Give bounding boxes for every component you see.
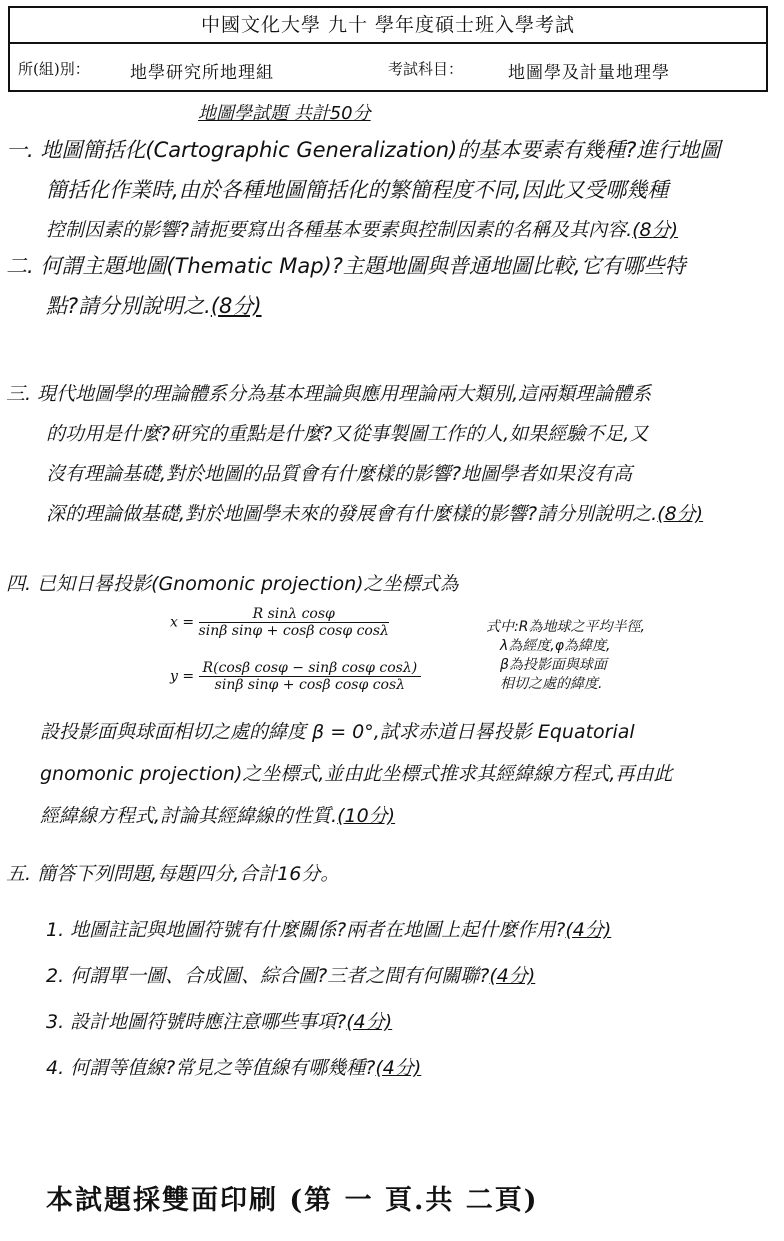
formula-y-numerator: R(cosβ cosφ − sinβ cosφ cosλ) (199, 660, 422, 677)
section-heading: 地圖學試題 共計50分 (198, 103, 371, 124)
question-number: 四. (6, 573, 32, 595)
department-label: 所(組)別： (18, 60, 90, 78)
sub-question-2 (46, 962, 535, 990)
question-line: 控制因素的影響?請扼要寫出各種基本要素與控制因素的名稱及其內容. (46, 219, 633, 241)
question-number: 五. (6, 863, 32, 885)
formula-x (170, 606, 389, 639)
question-4-body (40, 718, 780, 830)
note-line: 相切之處的緯度. (500, 676, 603, 692)
sub-question-text: 1. 地圖註記與地圖符號有什麼關係?兩者在地圖上起什麼作用? (46, 919, 566, 941)
points-label: (10分) (337, 805, 396, 827)
formula-x-denominator: sinβ sinφ + cosβ cosφ cosλ (198, 623, 389, 639)
subject-label: 考試科目： (388, 60, 464, 78)
points-label: (4分) (375, 1057, 422, 1079)
question-line: 何謂主題地圖(Thematic Map)?主題地圖與普通地圖比較,它有哪些特 (40, 254, 686, 278)
formula-y (170, 660, 421, 693)
question-4 (6, 570, 776, 598)
sub-question-3 (46, 1008, 392, 1036)
subject-value: 地圖學及計量地理學 (508, 63, 670, 83)
points-label: (4分) (346, 1011, 393, 1033)
points-label: (8分) (210, 294, 262, 318)
question-line: 的功用是什麼?研究的重點是什麼?又從事製圖工作的人,如果經驗不足,又 (46, 423, 649, 445)
points-label: (4分) (565, 919, 612, 941)
question-3 (6, 380, 776, 528)
sub-question-text: 2. 何謂單一圖、合成圖、綜合圖?三者之間有何關聯? (46, 965, 490, 987)
formula-y-denominator: sinβ sinφ + cosβ cosφ cosλ (214, 677, 406, 693)
question-1 (6, 136, 776, 244)
header-divider (8, 42, 768, 44)
formula-x-numerator: R sinλ cosφ (199, 606, 389, 623)
question-line: 經緯線方程式,討論其經緯線的性質. (40, 805, 338, 827)
question-5 (6, 860, 776, 888)
sub-question-text: 3. 設計地圖符號時應注意哪些事項? (46, 1011, 347, 1033)
question-intro: 已知日晷投影(Gnomonic projection)之坐標式為 (37, 573, 459, 595)
exam-title: 中國文化大學 九十 學年度碩士班入學考試 (200, 14, 576, 36)
question-number: 二. (6, 254, 34, 278)
question-line: 地圖簡括化(Cartographic Generalization)的基本要素有幾種?進行地圖 (40, 138, 721, 162)
formula-x-label: x = (170, 614, 195, 631)
question-line: 簡括化作業時,由於各種地圖簡括化的繁簡程度不同,因此又受哪幾種 (46, 178, 669, 202)
question-line: 現代地圖學的理論體系分為基本理論與應用理論兩大類別,這兩類理論體系 (37, 383, 652, 405)
sub-question-1 (46, 916, 611, 944)
note-line: λ為經度,φ為緯度, (500, 638, 611, 654)
formula-y-label: y = (170, 668, 195, 685)
points-label: (8分) (657, 503, 704, 525)
points-label: (4分) (489, 965, 536, 987)
question-2 (6, 252, 776, 320)
question-line: 深的理論做基礎,對於地圖學未來的發展會有什麼樣的影響?請分別說明之. (46, 503, 658, 525)
note-line: β為投影面與球面 (500, 657, 607, 673)
question-number: 一. (6, 138, 34, 162)
sub-question-4 (46, 1054, 421, 1082)
question-line: 沒有理論基礎,對於地圖的品質會有什麼樣的影響?地圖學者如果沒有高 (46, 463, 633, 485)
department-value: 地學研究所地理組 (130, 63, 274, 83)
question-line: gnomonic projection)之坐標式,並由此坐標式推求其經緯線方程式,再由此 (40, 763, 673, 785)
question-line: 設投影面與球面相切之處的緯度 β = 0°,試求赤道日晷投影 Equatorial (40, 721, 635, 743)
formula-note (486, 618, 645, 694)
question-line: 點?請分別說明之. (46, 294, 211, 318)
points-label: (8分) (632, 219, 679, 241)
note-line: 式中:R為地球之平均半徑, (486, 619, 645, 635)
page-footer: 本試題採雙面印刷 (第 一 頁.共 二頁) (46, 1185, 539, 1216)
question-number: 三. (6, 383, 32, 405)
question-intro: 簡答下列問題,每題四分,合計16分。 (37, 863, 340, 885)
sub-question-text: 4. 何謂等值線?常見之等值線有哪幾種? (46, 1057, 376, 1079)
